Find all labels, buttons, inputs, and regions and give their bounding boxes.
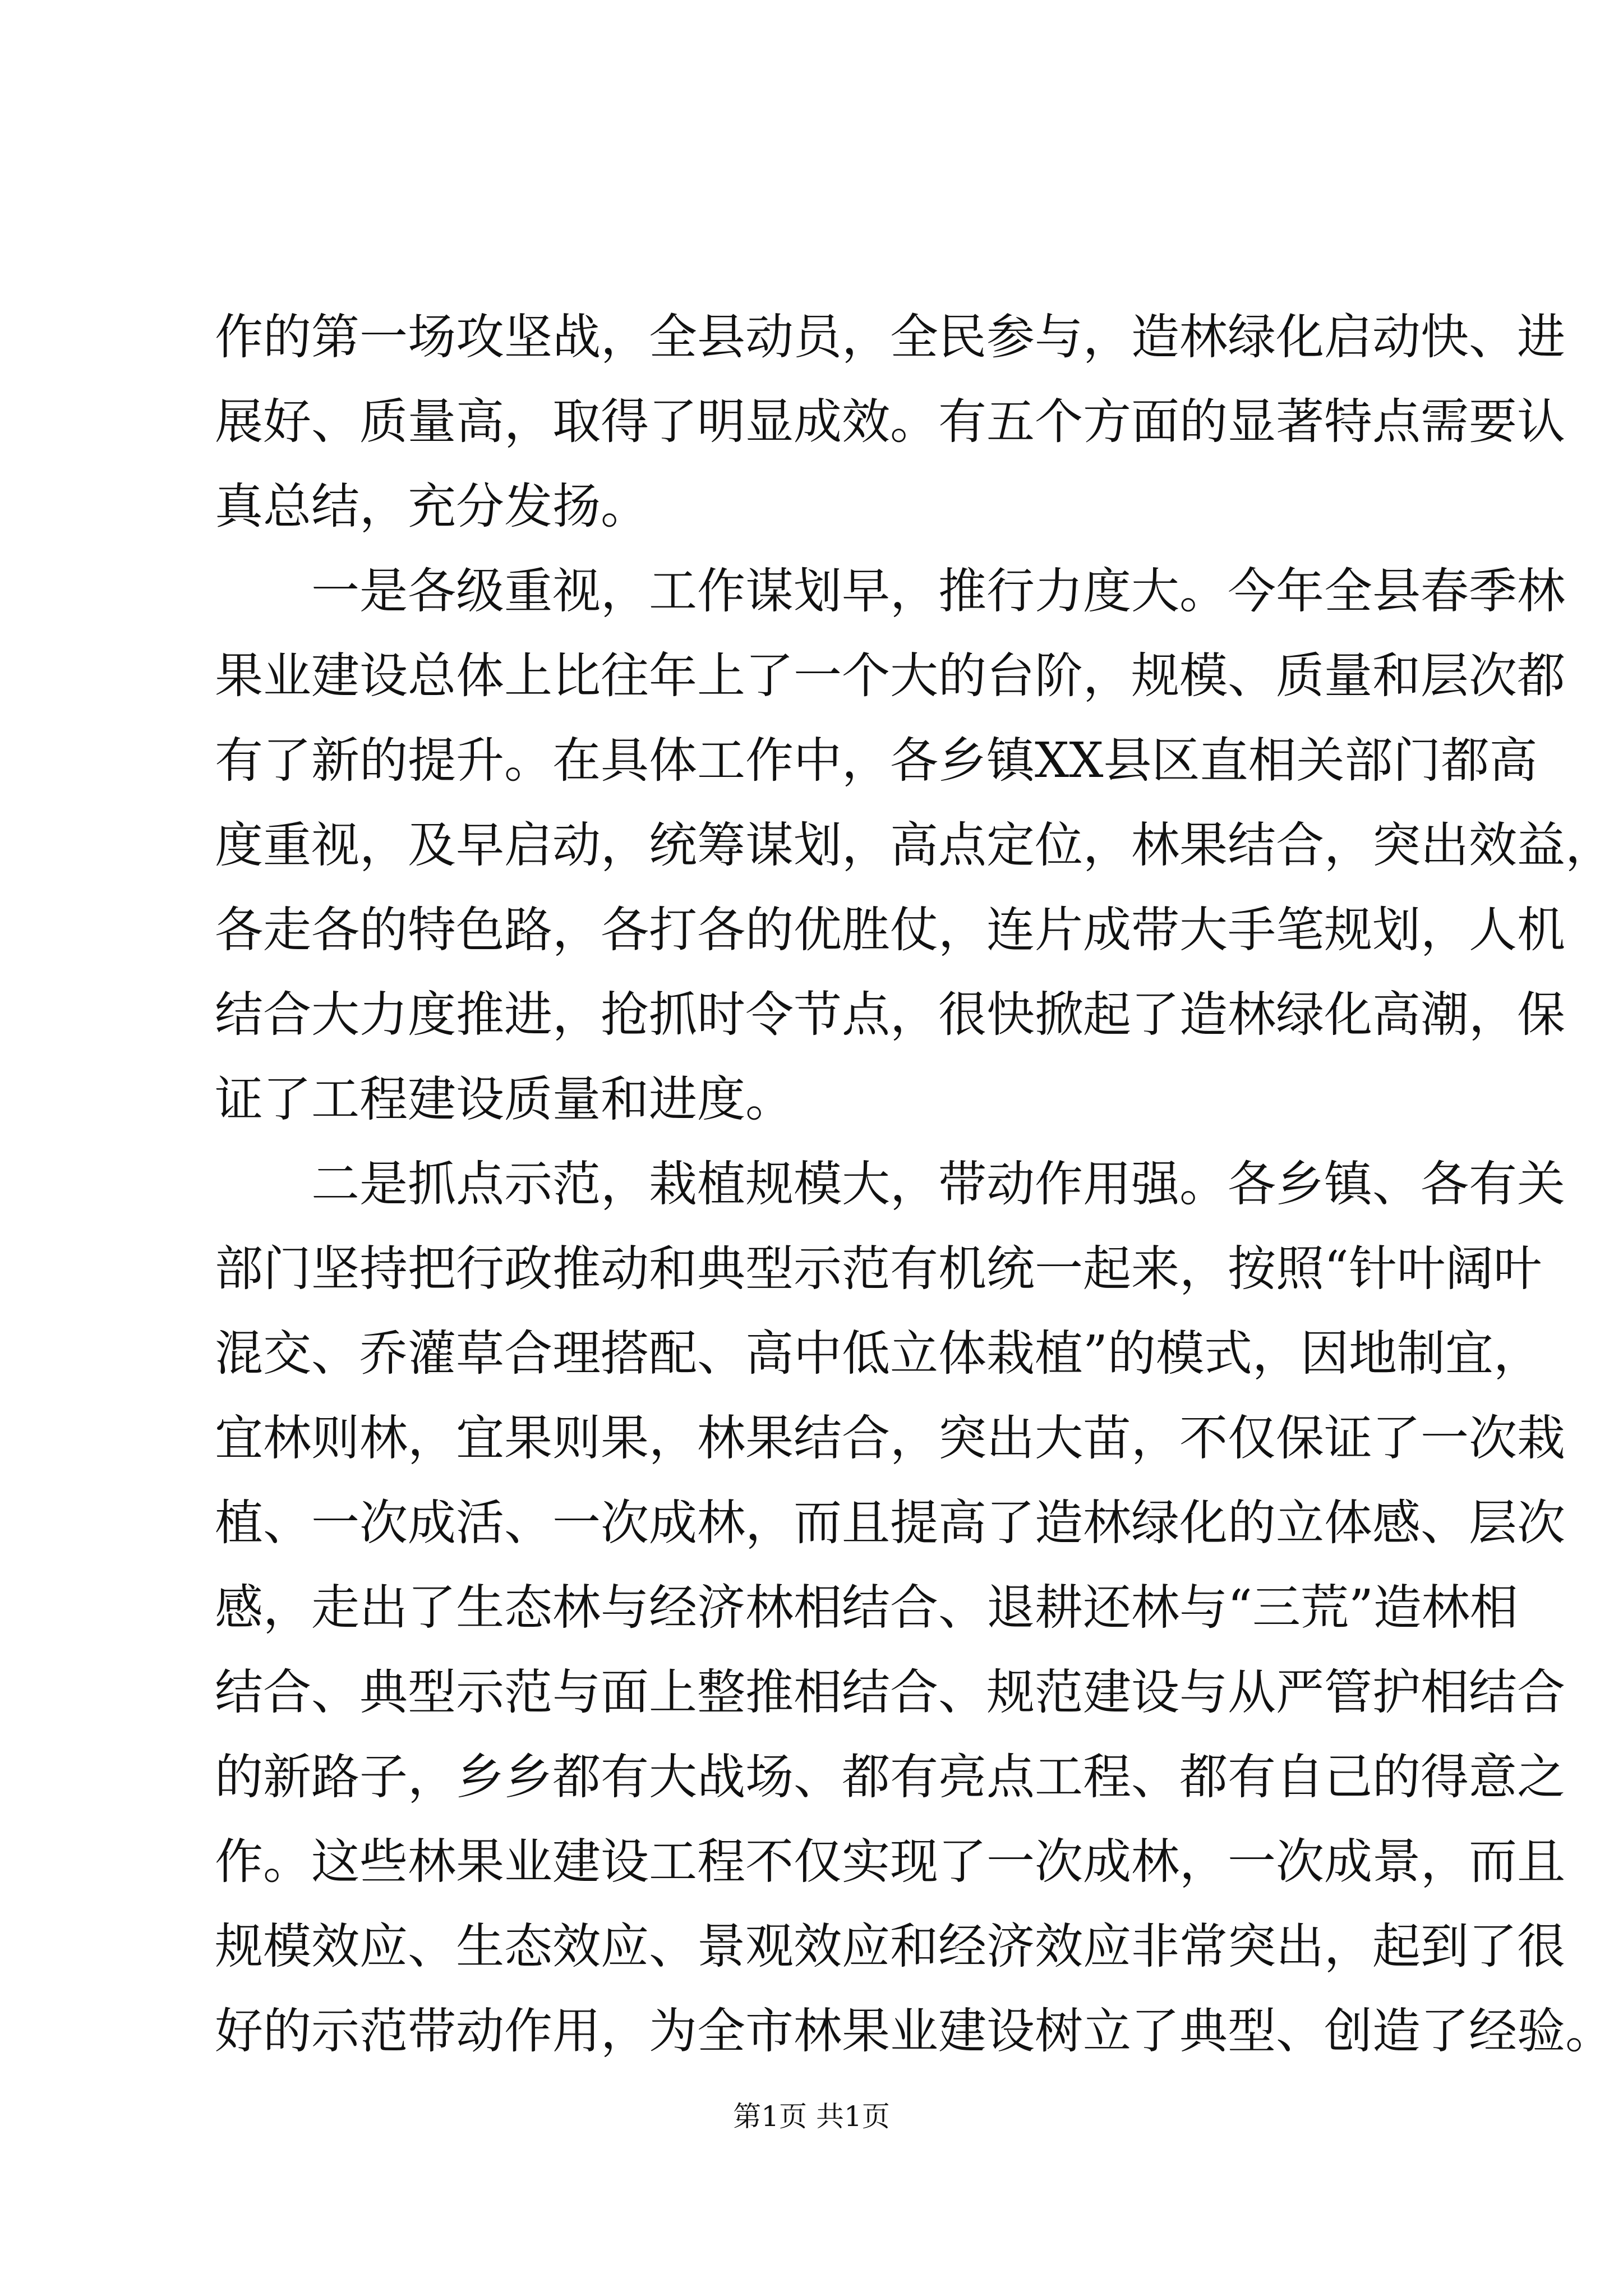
text-line: 真总结，充分发扬。 <box>215 478 649 535</box>
text-line: 展好、质量高，取得了明显成效。有五个方面的显著特点需要认 <box>215 394 1565 450</box>
text-line: 部门坚持把行政推动和典型示范有机统一起来，按照“针叶阔叶 <box>215 1241 1542 1297</box>
document-body <box>215 295 1613 2074</box>
text-line: 的新路子，乡乡都有大战场、都有亮点工程、都有自己的得意之 <box>215 1749 1565 1805</box>
text-line: 各走各的特色路，各打各的优胜仗，连片成带大手笔规划，人机 <box>215 902 1565 958</box>
text-line: 结合大力度推进，抢抓时令节点，很快掀起了造林绿化高潮，保 <box>215 987 1565 1043</box>
text-line: 规模效应、生态效应、景观效应和经济效应非常突出，起到了很 <box>215 1918 1565 1975</box>
page-number-footer: 第1页 共1页 <box>733 2100 890 2133</box>
text-line: 好的示范带动作用，为全市林果业建设树立了典型、创造了经验。 <box>215 2003 1613 2059</box>
text-line: 作。这些林果业建设工程不仅实现了一次成林，一次成景，而且 <box>215 1834 1565 1890</box>
text-line: 有了新的提升。在具体工作中，各乡镇XX县区直相关部门都高 <box>215 733 1538 789</box>
text-line: 度重视，及早启动，统筹谋划，高点定位，林果结合，突出效益， <box>215 817 1613 873</box>
text-line: 混交、乔灌草合理搭配、高中低立体栽植”的模式，因地制宜， <box>215 1326 1542 1382</box>
text-line: 果业建设总体上比往年上了一个大的台阶，规模、质量和层次都 <box>215 648 1565 704</box>
text-line: 植、一次成活、一次成林，而且提高了造林绿化的立体感、层次 <box>215 1495 1565 1551</box>
paragraph-first-line: 一是各级重视，工作谋划早，推行力度大。今年全县春季林 <box>311 563 1565 619</box>
paragraph-first-line: 二是抓点示范，栽植规模大，带动作用强。各乡镇、各有关 <box>311 1156 1565 1212</box>
text-line: 作的第一场攻坚战，全县动员，全民参与，造林绿化启动快、进 <box>215 309 1565 365</box>
text-line: 感，走出了生态林与经济林相结合、退耕还林与“三荒”造林相 <box>215 1580 1518 1636</box>
text-line: 宜林则林，宜果则果，林果结合，突出大苗，不仅保证了一次栽 <box>215 1410 1565 1466</box>
text-line: 证了工程建设质量和进度。 <box>215 1071 794 1128</box>
text-line: 结合、典型示范与面上整推相结合、规范建设与从严管护相结合 <box>215 1664 1565 1720</box>
